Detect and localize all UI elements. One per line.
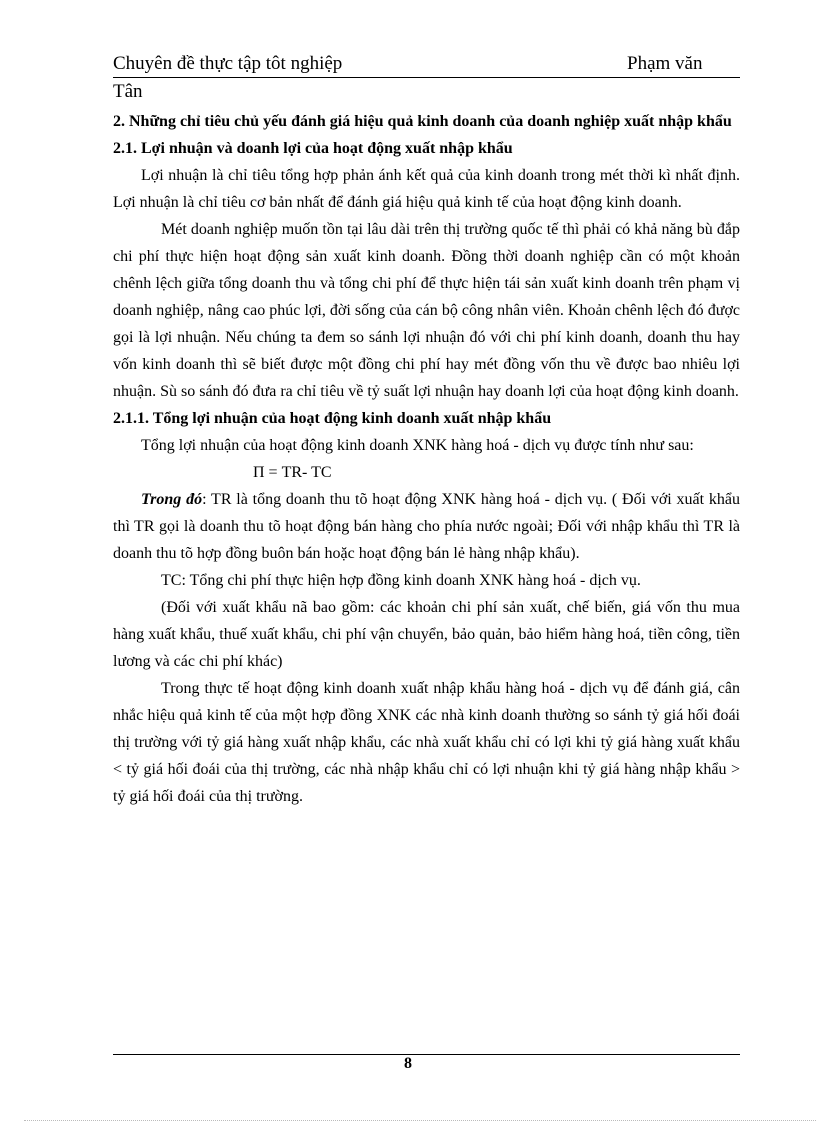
paragraph-exchange-rate: Trong thực tế hoạt động kinh doanh xuất nhập khẩu hàng hoá - dịch vụ để đánh giá, cân nhắc hiệu quả kinh tế của một hợp đồng XNK các nhà kinh doanh thường so sánh tỷ giá hối đoái thị trường với tỷ giá hàng xuất nhập khẩu, các nhà xuất khẩu chỉ có lợi khi tỷ giá hàng xuất khẩu < tỷ giá hối đoái của thị trường, các nhà nhập khẩu chỉ có lợi nhuận khi tỷ giá hàng nhập khẩu > tỷ giá hối đoái của thị trường.: [113, 680, 740, 805]
document-body: [113, 108, 740, 810]
header-title: Chuyên đề thực tập tôt nghiệp: [113, 53, 343, 74]
paragraph-profit-definition: Lợi nhuận là chỉ tiêu tổng hợp phản ánh kết quả của kinh doanh trong mét thời kì nhất định. Lợi nhuận là chỉ tiêu cơ bản nhất để đánh giá hiệu quả kinh tế của hoạt động kinh doanh.: [113, 167, 740, 211]
paragraph-tc-definition: TC: Tổng chi phí thực hiện hợp đồng kinh doanh XNK hàng hoá - dịch vụ.: [161, 572, 641, 589]
paragraph-tr-definition: [113, 486, 740, 567]
section-heading-2-1: 2.1. Lợi nhuận và doanh lợi của hoạt động xuất nhập khẩu: [113, 140, 513, 157]
page-header: [113, 53, 740, 78]
header-author: Phạm văn: [627, 53, 703, 74]
paragraph-total-profit: Tổng lợi nhuận của hoạt động kinh doanh XNK hàng hoá - dịch vụ được tính như sau:: [141, 437, 694, 454]
term-label: Trong đó: [141, 491, 203, 508]
tr-definition-text: : TR là tổng doanh thu tõ hoạt động XNK hàng hoá - dịch vụ. ( Đối với xuất khẩu thì TR gọi là doanh thu tõ hoạt động bán hàng cho phía nước ngoài; Đối với nhập khẩu thì TR là doanh thu tõ hợp đồng buôn bán hoặc hoạt động bán lẻ hàng nhập khẩu).: [113, 491, 740, 562]
page-edge-dotted-line: [24, 1120, 816, 1121]
header-author-continuation: Tân: [113, 81, 143, 102]
section-heading-2: 2. Những chỉ tiêu chủ yếu đánh giá hiệu quả kinh doanh của doanh nghiệp xuất nhập khẩu: [113, 113, 732, 130]
paragraph-enterprise-profit: Mét doanh nghiệp muốn tồn tại lâu dài trên thị trường quốc tế thì phải có khả năng bù đắp chi phí thực hiện hoạt động sản xuất kinh doanh. Đồng thời doanh nghiệp cần có một khoản chênh lệch giữa tổng doanh thu và tổng chi phí để thực hiện tái sản xuất kinh doanh trên phạm vị doanh nghiệp, nâng cao phúc lợi, đời sống của cán bộ công nhân viên. Khoản chênh lệch đó được gọi là lợi nhuận. Nếu chúng ta đem so sánh lợi nhuận đó với chi phí kinh doanh, doanh thu hay vốn kinh doanh thì sẽ biết được một đồng chi phí hay mét đồng vốn thu về được bao nhiêu lợi nhuận. Sù so sánh đó đưa ra chỉ tiêu về tỷ suất lợi nhuận hay doanh lợi của hoạt động kinh doanh.: [113, 221, 740, 400]
section-heading-2-1-1: 2.1.1. Tổng lợi nhuận của hoạt động kinh doanh xuất nhập khẩu: [113, 410, 552, 427]
page-number: 8: [404, 1055, 412, 1072]
profit-formula: Π = TR- TC: [253, 464, 332, 481]
paragraph-export-costs: (Đối với xuất khẩu nã bao gồm: các khoản chi phí sản xuất, chế biến, giá vốn thu mua hàng xuất khẩu, thuế xuất khẩu, chi phí vận chuyển, bảo quản, bảo hiểm hàng hoá, tiền công, tiền lương và các chi phí khác): [113, 599, 740, 670]
